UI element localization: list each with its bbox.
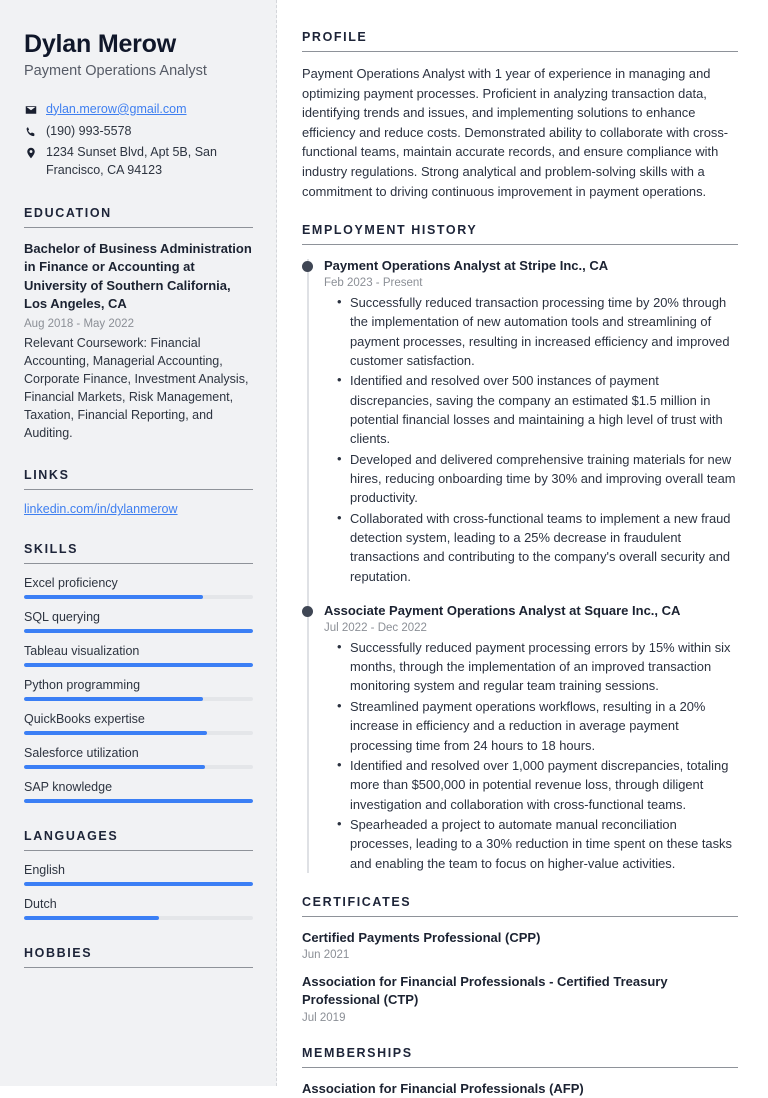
language-bar-track — [24, 916, 253, 920]
language-label: English — [24, 863, 65, 878]
employment-bullet: • Streamlined payment operations workflows, resulting in a 20% increase in efficiency and a reduction in average payment processing time from 24 hours to 18 hours. — [350, 697, 738, 755]
skill-label: SQL querying — [24, 610, 100, 625]
skill-row — [24, 746, 253, 769]
memberships-list — [302, 1080, 738, 1098]
section-certificates — [302, 895, 738, 1024]
skill-bar-track — [24, 697, 253, 701]
skill-bar-track — [24, 799, 253, 803]
contact-phone-row — [24, 123, 253, 141]
skill-bar-track — [24, 731, 253, 735]
skill-row — [24, 644, 253, 667]
skill-bar-track — [24, 629, 253, 633]
profile-text: Payment Operations Analyst with 1 year of experience in managing and optimizing payment processes. Proficient in analyzing transaction data, identifying trends and issues, and implementing solutions to enhance efficiency and reduce costs. Demonstrated ability to collaborate with cross-functional teams, maintain accurate records, and ensure compliance with industry regulations. Strong analytical and problem-solving skills with a commitment to driving continuous improvement in payment operations. — [302, 66, 729, 199]
language-row — [24, 897, 253, 920]
skill-row — [24, 610, 253, 633]
education-degree: Bachelor of Business Administration in Finance or Accounting at University of Southern California, Los Angeles, CA — [24, 240, 252, 312]
employment-bullets — [324, 638, 738, 873]
section-hobbies — [24, 946, 253, 968]
education-description: Relevant Coursework: Financial Accounting, Managerial Accounting, Corporate Finance, Investment Analysis, Financial Markets, Risk Management, Taxation, Financial Reporting, and Auditing. — [24, 335, 249, 441]
skill-label: Python programming — [24, 678, 141, 693]
employment-entry — [324, 602, 738, 873]
employment-bullets — [324, 293, 738, 586]
skill-row — [24, 780, 253, 803]
employment-bullet: • Identified and resolved over 1,000 payment discrepancies, totaling more than $500,000 in potential revenue loss, through diligent investigation and collaboration with cross-functional teams. — [350, 756, 738, 814]
skill-bar-track — [24, 663, 253, 667]
certificate-title: Certified Payments Professional (CPP) — [302, 930, 541, 946]
contact-email-row[interactable] — [24, 101, 253, 119]
skill-bar-fill — [24, 595, 203, 599]
employment-bullet: • Spearheaded a project to automate manual reconciliation processes, leading to a 30% reduction in time spent on these tasks and enabling the team to focus on higher-value activities. — [350, 815, 738, 873]
skill-bar-fill — [24, 799, 253, 803]
skill-bar-track — [24, 595, 253, 599]
certificate-entry — [302, 929, 738, 961]
certificate-title: Association for Financial Professionals - Certified Treasury Professional (CTP) — [302, 974, 668, 1008]
section-skills — [24, 542, 253, 803]
skill-bar-fill — [24, 663, 253, 667]
languages-list — [24, 863, 253, 920]
employment-date: Feb 2023 - Present — [324, 276, 423, 289]
section-header-certificates: CERTIFICATES — [302, 895, 738, 917]
employment-title: Associate Payment Operations Analyst at Square Inc., CA — [324, 603, 681, 619]
section-links — [24, 468, 253, 516]
section-header-hobbies: HOBBIES — [24, 946, 253, 968]
skill-row — [24, 678, 253, 701]
skill-bar-fill — [24, 697, 203, 701]
employment-title: Payment Operations Analyst at Stripe Inc., CA — [324, 258, 609, 274]
section-header-education: EDUCATION — [24, 206, 253, 228]
language-label: Dutch — [24, 897, 57, 912]
link-item-linkedin[interactable]: linkedin.com/in/dylanmerow — [24, 502, 178, 517]
contact-list — [24, 101, 253, 180]
employment-bullet: • Collaborated with cross-functional teams to implement a new fraud detection system, leading to a 25% decrease in fraudulent transactions and contributing to the company's overall security and reputation. — [350, 509, 738, 586]
skill-label: SAP knowledge — [24, 780, 113, 795]
contact-phone-text: (190) 993-5578 — [46, 123, 132, 138]
section-header-profile: PROFILE — [302, 30, 738, 52]
skill-bar-track — [24, 765, 253, 769]
header-job-title: Payment Operations Analyst — [24, 62, 207, 79]
section-header-memberships: MEMBERSHIPS — [302, 1046, 738, 1068]
employment-bullet: • Successfully reduced payment processing errors by 15% within six months, through the implementation of an improved transaction monitoring system and regular team training sessions. — [350, 638, 738, 696]
certificate-entry — [302, 973, 738, 1023]
phone-icon — [24, 123, 38, 138]
section-header-languages: LANGUAGES — [24, 829, 253, 851]
language-bar-fill — [24, 916, 159, 920]
envelope-icon — [24, 101, 38, 116]
section-profile — [302, 30, 738, 201]
skill-row — [24, 576, 253, 599]
page-title: Dylan Merow — [24, 30, 176, 58]
section-employment — [302, 223, 738, 873]
employment-date: Jul 2022 - Dec 2022 — [324, 621, 427, 634]
section-header-links: LINKS — [24, 468, 253, 490]
employment-timeline — [302, 257, 738, 873]
contact-email-link[interactable]: dylan.merow@gmail.com — [46, 101, 187, 116]
section-header-skills: SKILLS — [24, 542, 253, 564]
education-date: Aug 2018 - May 2022 — [24, 317, 134, 330]
section-languages — [24, 829, 253, 920]
timeline-dot-icon — [302, 261, 313, 272]
section-memberships — [302, 1046, 738, 1098]
employment-bullet: • Developed and delivered comprehensive training materials for new hires, reducing onboarding time by 30% and improving overall team productivity. — [350, 450, 738, 508]
skill-label: QuickBooks expertise — [24, 712, 145, 727]
language-bar-fill — [24, 882, 253, 886]
map-pin-icon — [24, 144, 38, 159]
skill-label: Excel proficiency — [24, 576, 118, 591]
timeline-dot-icon — [302, 606, 313, 617]
language-row — [24, 863, 253, 886]
skill-bar-fill — [24, 765, 205, 769]
certificate-date: Jul 2019 — [302, 1011, 346, 1024]
employment-entry — [324, 257, 738, 586]
employment-bullet: • Successfully reduced transaction processing time by 20% through the implementation of new automation tools and streamlining of payment processes, resulting in increased efficiency and improved customer satisfaction. — [350, 293, 738, 370]
section-education — [24, 206, 253, 443]
skill-label: Salesforce utilization — [24, 746, 139, 761]
skill-label: Tableau visualization — [24, 644, 140, 659]
education-entry — [24, 240, 253, 443]
certificates-list — [302, 929, 738, 1024]
contact-address-text: 1234 Sunset Blvd, Apt 5B, San Francisco, CA 94123 — [46, 145, 217, 177]
main-content — [277, 0, 768, 1096]
sidebar — [0, 0, 277, 1086]
membership-title: Association for Financial Professionals (AFP) — [302, 1080, 584, 1096]
skills-list — [24, 576, 253, 803]
employment-bullet: • Identified and resolved over 500 instances of payment discrepancies, saving the company an estimated $1.5 million in potential financial losses and maintaining a high level of trust with clients. — [350, 371, 738, 448]
section-header-employment: EMPLOYMENT HISTORY — [302, 223, 738, 245]
skill-bar-fill — [24, 629, 253, 633]
contact-address-row — [24, 144, 253, 180]
language-bar-track — [24, 882, 253, 886]
certificate-date: Jun 2021 — [302, 949, 350, 962]
skill-row — [24, 712, 253, 735]
skill-bar-fill — [24, 731, 207, 735]
